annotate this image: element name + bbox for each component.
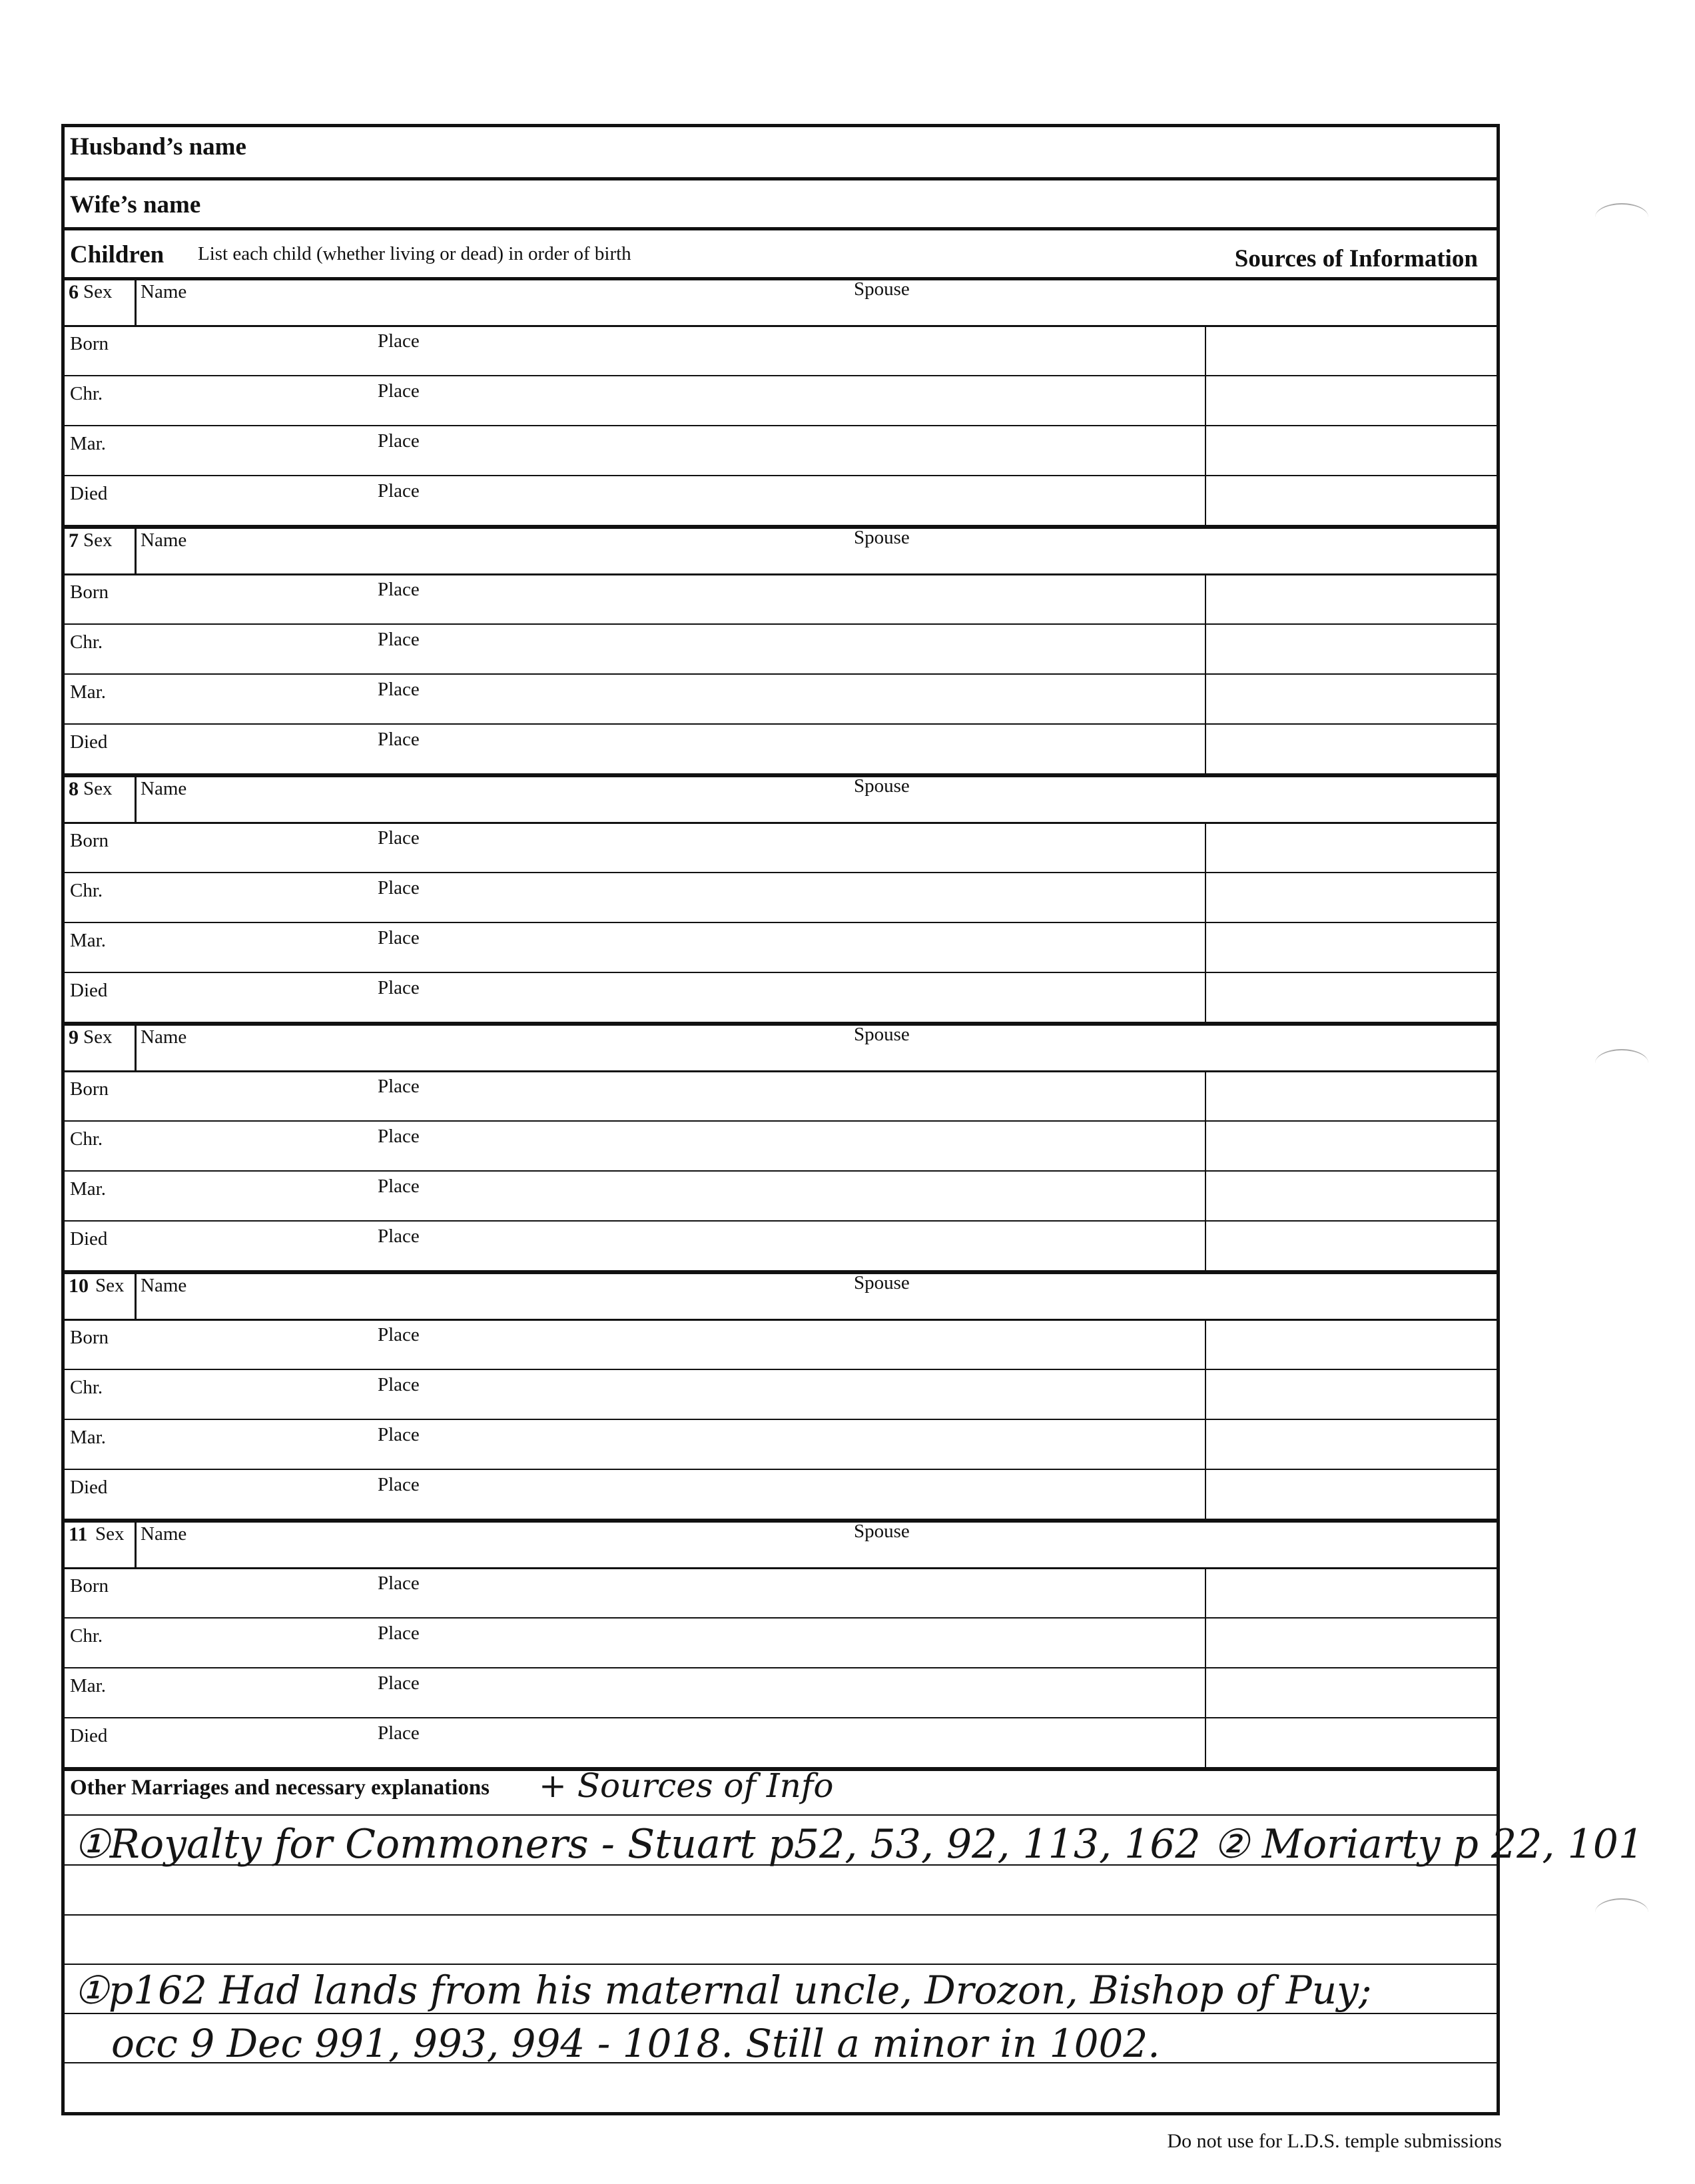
- event-row-mar[interactable]: [65, 425, 1497, 476]
- sex-label: Sex: [83, 778, 113, 799]
- place-label: Place: [378, 1324, 420, 1345]
- sex-label: Sex: [95, 1275, 125, 1296]
- source-cell[interactable]: [1205, 573, 1206, 623]
- child-name-row[interactable]: [65, 526, 1497, 575]
- children-instruction: List each child (whether living or dead) in order of birth: [198, 243, 631, 264]
- handwritten-line-3[interactable]: occ 9 Dec 991, 993, 994 - 1018. Still a minor in 1002.: [111, 2021, 1160, 2066]
- place-label: Place: [378, 1176, 420, 1197]
- event-label-chr: Chr.: [70, 1128, 103, 1150]
- place-label: Place: [378, 1623, 420, 1644]
- family-group-form: [61, 124, 1644, 2115]
- notes-label: Other Marriages and necessary explanations: [70, 1776, 490, 1800]
- place-label: Place: [378, 380, 420, 402]
- child-number: 9: [69, 1026, 79, 1048]
- wife-row[interactable]: [65, 177, 1497, 230]
- event-label-born: Born: [70, 1575, 109, 1597]
- child-block: [65, 526, 1497, 774]
- event-label-mar: Mar.: [70, 433, 106, 454]
- spouse-label: Spouse: [854, 775, 910, 797]
- source-cell[interactable]: [1205, 1717, 1206, 1767]
- place-label: Place: [378, 1672, 420, 1694]
- source-cell[interactable]: [1205, 475, 1206, 525]
- source-cell[interactable]: [1205, 375, 1206, 425]
- event-row-died[interactable]: [65, 475, 1497, 528]
- event-label-chr: Chr.: [70, 1625, 103, 1646]
- event-row-chr[interactable]: [65, 375, 1497, 426]
- child-number: 6: [69, 281, 79, 303]
- event-row-died[interactable]: [65, 972, 1497, 1025]
- child-name-row[interactable]: [65, 1022, 1497, 1072]
- name-label: Name: [141, 1026, 187, 1048]
- event-row-born[interactable]: [65, 1070, 1497, 1122]
- event-label-died: Died: [70, 731, 108, 753]
- event-label-born: Born: [70, 1327, 109, 1348]
- event-row-mar[interactable]: [65, 1419, 1497, 1470]
- event-label-chr: Chr.: [70, 880, 103, 901]
- source-cell[interactable]: [1205, 623, 1206, 673]
- husband-row[interactable]: [65, 127, 1497, 181]
- source-cell[interactable]: [1205, 1419, 1206, 1469]
- event-row-born[interactable]: [65, 573, 1497, 625]
- place-label: Place: [378, 1226, 420, 1247]
- source-cell[interactable]: [1205, 922, 1206, 972]
- event-label-chr: Chr.: [70, 1377, 103, 1398]
- notes-section: [65, 1766, 1644, 2114]
- child-sex-cell[interactable]: [65, 277, 137, 325]
- place-label: Place: [378, 977, 420, 998]
- event-label-died: Died: [70, 980, 108, 1001]
- source-cell[interactable]: [1205, 872, 1206, 922]
- children-header: [65, 227, 1497, 277]
- child-number: 7: [69, 530, 79, 551]
- place-label: Place: [378, 877, 420, 899]
- event-label-mar: Mar.: [70, 1675, 106, 1696]
- husband-label: Husband’s name: [70, 133, 246, 161]
- sex-label: Sex: [83, 1026, 113, 1048]
- event-label-born: Born: [70, 333, 109, 354]
- spouse-label: Spouse: [854, 527, 910, 548]
- place-label: Place: [378, 679, 420, 700]
- child-sex-cell[interactable]: [65, 774, 137, 822]
- event-row-chr[interactable]: [65, 1369, 1497, 1420]
- source-cell[interactable]: [1205, 1667, 1206, 1717]
- sex-label: Sex: [95, 1523, 125, 1545]
- event-row-died[interactable]: [65, 1717, 1497, 1770]
- place-label: Place: [378, 430, 420, 452]
- source-cell[interactable]: [1205, 1319, 1206, 1369]
- child-number: 8: [69, 778, 79, 800]
- place-label: Place: [378, 1076, 420, 1097]
- source-cell[interactable]: [1205, 1070, 1206, 1120]
- footer-note: Do not use for L.D.S. temple submissions: [1167, 2130, 1502, 2152]
- sources-label: Sources of Information: [1234, 245, 1478, 272]
- event-row-chr[interactable]: [65, 623, 1497, 675]
- child-name-row[interactable]: [65, 1519, 1497, 1569]
- place-label: Place: [378, 579, 420, 600]
- name-label: Name: [141, 281, 187, 302]
- event-label-mar: Mar.: [70, 1178, 106, 1200]
- child-number: 11: [69, 1523, 88, 1545]
- place-label: Place: [378, 1126, 420, 1147]
- event-label-born: Born: [70, 1078, 109, 1100]
- source-cell[interactable]: [1205, 325, 1206, 375]
- event-label-chr: Chr.: [70, 631, 103, 653]
- notes-label-handwritten: + Sources of Info: [539, 1766, 834, 1805]
- source-cell[interactable]: [1205, 1220, 1206, 1270]
- source-cell[interactable]: [1205, 1369, 1206, 1419]
- place-label: Place: [378, 1374, 420, 1395]
- spouse-label: Spouse: [854, 278, 910, 300]
- event-label-born: Born: [70, 830, 109, 851]
- source-cell[interactable]: [1205, 1120, 1206, 1170]
- event-row-chr[interactable]: [65, 872, 1497, 923]
- child-sex-cell[interactable]: [65, 1519, 137, 1567]
- child-name-row[interactable]: [65, 1271, 1497, 1321]
- event-label-mar: Mar.: [70, 1427, 106, 1448]
- source-cell[interactable]: [1205, 425, 1206, 475]
- event-row-died[interactable]: [65, 1469, 1497, 1522]
- wife-label: Wife’s name: [70, 191, 201, 218]
- child-block: [65, 277, 1497, 526]
- spouse-label: Spouse: [854, 1272, 910, 1293]
- sex-label: Sex: [83, 281, 113, 302]
- event-row-died[interactable]: [65, 1220, 1497, 1274]
- event-row-mar[interactable]: [65, 1667, 1497, 1718]
- punch-hole: [1595, 1898, 1648, 1926]
- name-label: Name: [141, 530, 187, 551]
- source-cell[interactable]: [1205, 1567, 1206, 1617]
- child-block: [65, 1271, 1497, 1519]
- event-row-born[interactable]: [65, 1319, 1497, 1370]
- child-block: [65, 1022, 1497, 1271]
- place-label: Place: [378, 1573, 420, 1594]
- event-row-born[interactable]: [65, 1567, 1497, 1619]
- event-label-chr: Chr.: [70, 383, 103, 404]
- event-row-chr[interactable]: [65, 1120, 1497, 1172]
- source-cell[interactable]: [1205, 1617, 1206, 1667]
- source-cell[interactable]: [1205, 723, 1206, 773]
- child-number: 10: [69, 1275, 89, 1297]
- source-cell[interactable]: [1205, 673, 1206, 723]
- place-label: Place: [378, 629, 420, 650]
- children-label: Children: [70, 241, 165, 268]
- event-label-born: Born: [70, 581, 109, 603]
- child-name-row[interactable]: [65, 774, 1497, 824]
- event-row-mar[interactable]: [65, 1170, 1497, 1222]
- child-block: [65, 774, 1497, 1022]
- event-row-died[interactable]: [65, 723, 1497, 777]
- event-row-mar[interactable]: [65, 922, 1497, 973]
- event-label-died: Died: [70, 483, 108, 504]
- event-label-mar: Mar.: [70, 930, 106, 951]
- event-row-chr[interactable]: [65, 1617, 1497, 1668]
- child-sex-cell[interactable]: [65, 1022, 137, 1070]
- handwritten-line-2[interactable]: ①p162 Had lands from his maternal uncle, Drozon, Bishop of Puy;: [74, 1968, 1372, 2013]
- event-label-died: Died: [70, 1725, 108, 1746]
- event-row-mar[interactable]: [65, 673, 1497, 725]
- name-label: Name: [141, 778, 187, 799]
- handwritten-line-1[interactable]: ①Royalty for Commoners - Stuart p52, 53, 92, 113, 162 ② Moriarty p 22, 101: [74, 1821, 1644, 1868]
- source-cell[interactable]: [1205, 972, 1206, 1022]
- punch-hole: [1595, 203, 1648, 231]
- source-cell[interactable]: [1205, 822, 1206, 872]
- place-label: Place: [378, 480, 420, 502]
- child-sex-cell[interactable]: [65, 1271, 137, 1319]
- event-label-mar: Mar.: [70, 681, 106, 703]
- source-cell[interactable]: [1205, 1170, 1206, 1220]
- event-row-born[interactable]: [65, 325, 1497, 376]
- place-label: Place: [378, 927, 420, 948]
- child-name-row[interactable]: [65, 277, 1497, 327]
- place-label: Place: [378, 1474, 420, 1495]
- child-sex-cell[interactable]: [65, 526, 137, 573]
- place-label: Place: [378, 1424, 420, 1445]
- sex-label: Sex: [83, 530, 113, 551]
- event-label-died: Died: [70, 1228, 108, 1250]
- spouse-label: Spouse: [854, 1521, 910, 1542]
- place-label: Place: [378, 827, 420, 849]
- source-cell[interactable]: [1205, 1469, 1206, 1519]
- name-label: Name: [141, 1275, 187, 1296]
- name-label: Name: [141, 1523, 187, 1545]
- place-label: Place: [378, 1722, 420, 1744]
- event-label-died: Died: [70, 1477, 108, 1498]
- child-block: [65, 1519, 1497, 1768]
- place-label: Place: [378, 729, 420, 750]
- punch-hole: [1595, 1049, 1648, 1077]
- event-row-born[interactable]: [65, 822, 1497, 873]
- spouse-label: Spouse: [854, 1024, 910, 1045]
- place-label: Place: [378, 330, 420, 352]
